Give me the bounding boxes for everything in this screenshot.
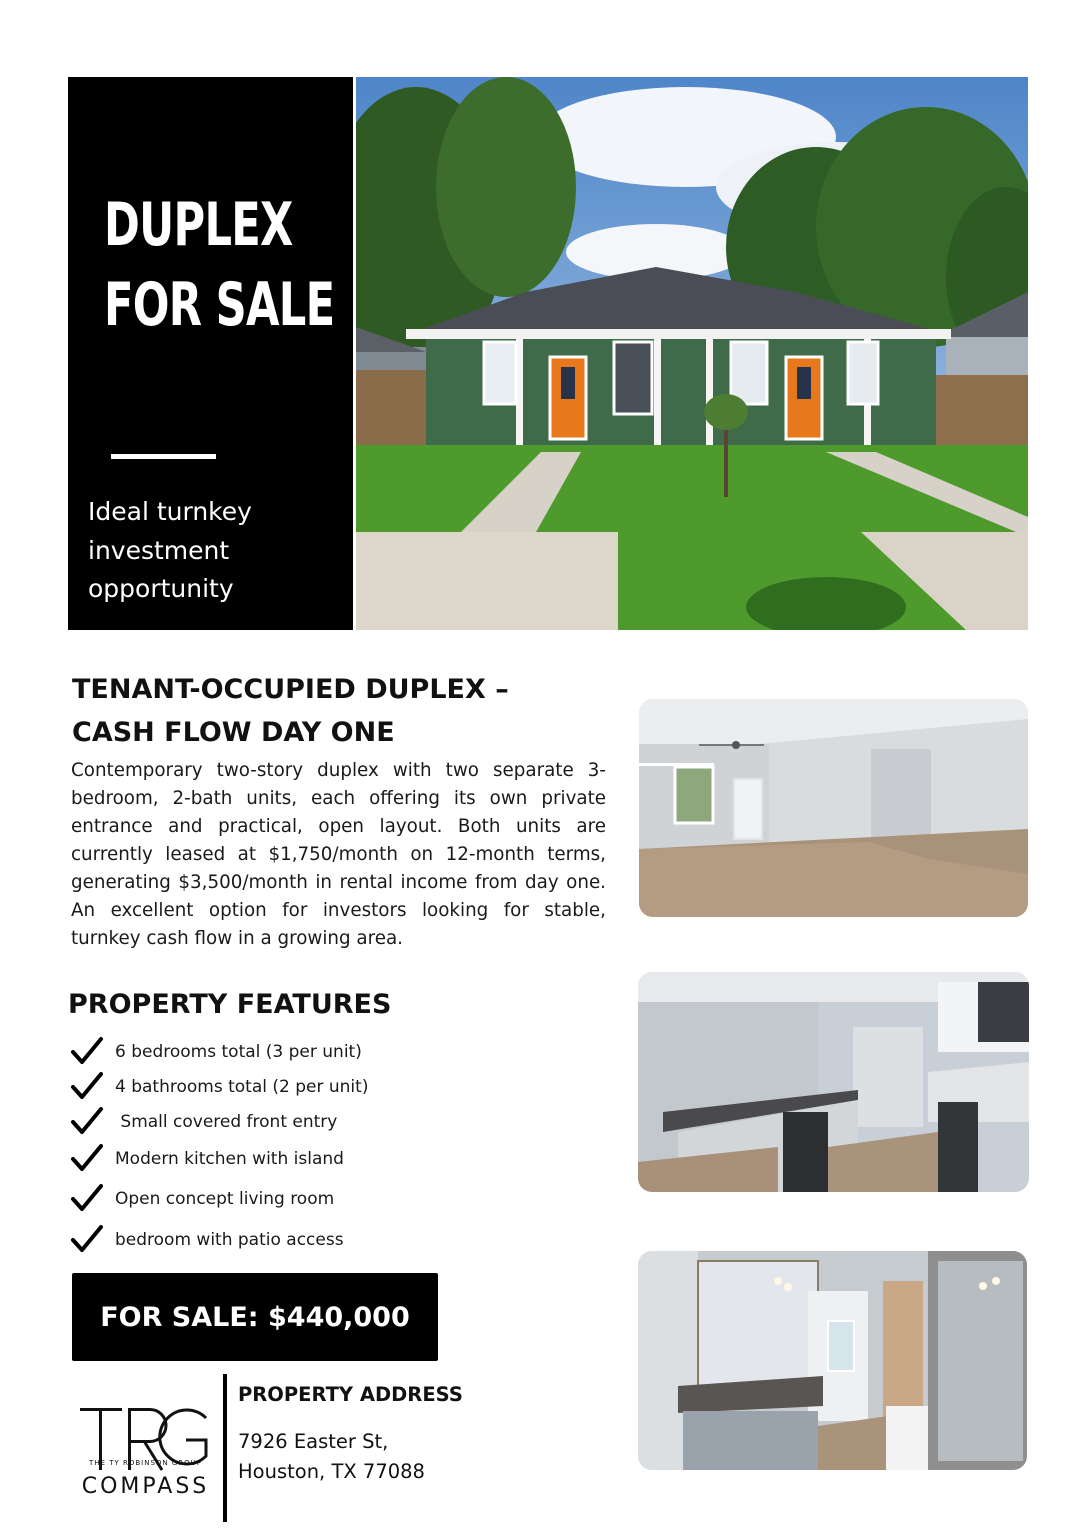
feature-label: Small covered front entry: [115, 1112, 338, 1132]
feature-label: 4 bathrooms total (2 per unit): [115, 1077, 369, 1097]
hero-divider: [111, 454, 216, 459]
checkmark-icon: [70, 1105, 104, 1139]
living-room-photo: [639, 699, 1028, 917]
listing-headline: [72, 668, 612, 754]
checkmark-icon: [70, 1182, 104, 1216]
feature-item: [70, 1223, 540, 1257]
feature-label: Modern kitchen with island: [115, 1149, 344, 1169]
feature-item: [70, 1070, 540, 1104]
checkmark-icon: [70, 1142, 104, 1176]
brand-name: COMPASS: [81, 1474, 210, 1499]
feature-item: [70, 1105, 540, 1139]
brand-subtitle: THE TY ROBINSON GROUP: [89, 1459, 202, 1467]
checkmark-icon: [70, 1070, 104, 1104]
price-label: FOR SALE: $440,000: [100, 1301, 410, 1333]
kitchen-photo: [638, 972, 1029, 1192]
address-city: Houston, TX 77088: [238, 1460, 425, 1483]
checkmark-icon: [70, 1035, 104, 1069]
feature-label: Open concept living room: [115, 1189, 335, 1209]
bathroom-photo: [638, 1251, 1027, 1470]
headline-line2: CASH FLOW DAY ONE: [72, 717, 395, 748]
listing-description: Contemporary two-story duplex with two separate 3-bedroom, 2-bath units, each offering its own private entrance and practical, open layout. Both units are currently leased at $1,750/month on 12-month terms, generating $3,500/month in rental income from day one. An excellent option for investors looking for stable, turnkey cash flow in a growing area.: [71, 760, 606, 949]
address-street: 7926 Easter St,: [238, 1430, 389, 1453]
hero-title: [104, 185, 334, 345]
hero-title-line1: DUPLEX: [104, 190, 293, 260]
price-button[interactable]: [72, 1273, 438, 1361]
feature-label: 6 bedrooms total (3 per unit): [115, 1042, 362, 1062]
vertical-divider: [223, 1374, 227, 1522]
feature-item: [70, 1182, 540, 1216]
feature-item: [70, 1142, 540, 1176]
hero-house-photo: [356, 77, 1028, 630]
feature-item: [70, 1035, 540, 1069]
address-title: PROPERTY ADDRESS: [238, 1383, 463, 1406]
features-title: PROPERTY FEATURES: [68, 989, 392, 1020]
hero-tagline: Ideal turnkey investment opportunity: [88, 497, 252, 603]
checkmark-icon: [70, 1223, 104, 1257]
headline-line1: TENANT-OCCUPIED DUPLEX –: [72, 674, 509, 705]
hero-panel: [68, 77, 353, 630]
feature-label: bedroom with patio access: [115, 1230, 344, 1250]
hero-title-line2: FOR SALE: [104, 270, 335, 340]
